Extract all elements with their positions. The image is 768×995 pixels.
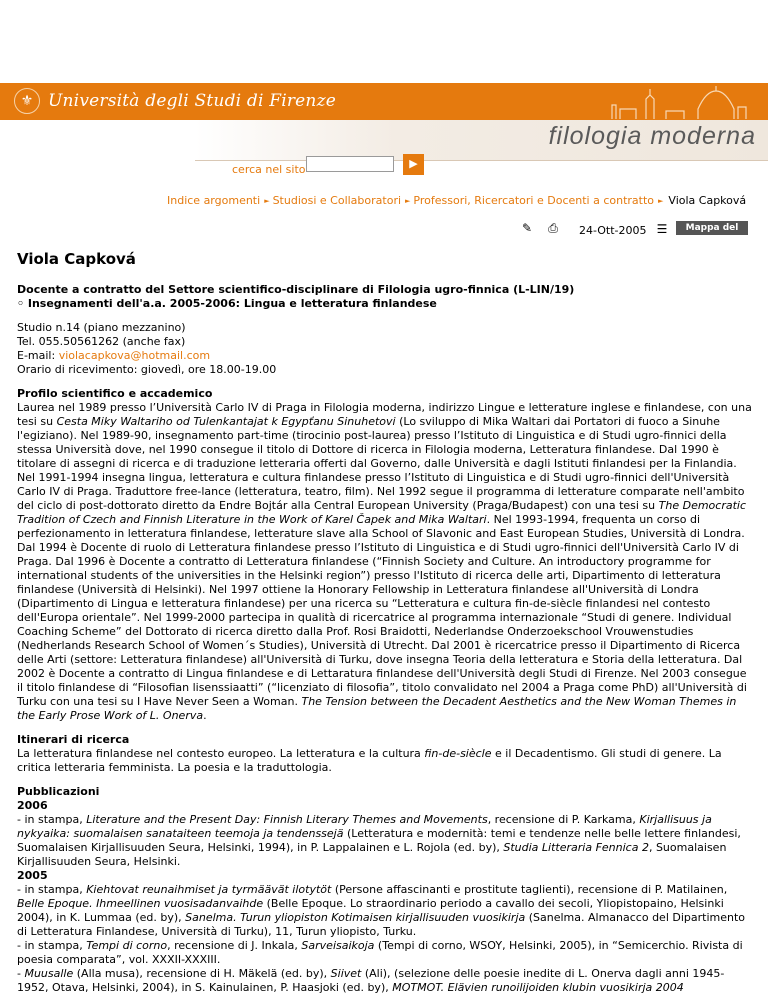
- office-hours: Orario di ricevimento: giovedì, ore 18.00-19.00: [17, 363, 277, 376]
- breadcrumb: [167, 194, 746, 207]
- top-whitespace: [0, 0, 768, 83]
- publications-section: [17, 785, 755, 995]
- site-header: [0, 120, 768, 182]
- breadcrumb-item-studiosi[interactable]: Studiosi e Collaboratori: [272, 194, 402, 207]
- chevron-right-icon: ►: [405, 197, 411, 205]
- university-banner: [0, 83, 768, 120]
- page-title: Viola Capková: [17, 250, 136, 268]
- page-toolbar: [0, 221, 768, 247]
- publication-entry: - in stampa, Literature and the Present Day: Finnish Literary Themes and Movements, recensione di P. Karkama, Kirjallisuus ja nykyaika: suomalaisen sanataiteen teemoja ja tendenssejä (Letteratura e modernità: temi e tendenze nelle belle lettere finlandesi, Suomalaisen Kirjallisuuden Seura, Helsinki, 1994), in P. Lappalainen e L. Rojola (ed. by), Studia Litteraria Fennica 2, Suomalaisen Kirjallisuuden Seura, Helsinki.: [17, 813, 741, 868]
- breadcrumb-current: Viola Capková: [668, 194, 747, 207]
- phone: Tel. 055.50561262 (anche fax): [17, 335, 186, 348]
- site-title[interactable]: filologia moderna: [548, 122, 756, 150]
- sitemap-button[interactable]: Mappa del sito: [676, 221, 748, 235]
- florence-skyline-icon: [606, 85, 756, 120]
- contact-block: [17, 321, 755, 377]
- chevron-right-icon: ►: [658, 197, 664, 205]
- search-label: cerca nel sito: [232, 163, 306, 176]
- publication-year: 2005: [17, 869, 48, 882]
- main-content: [17, 283, 755, 995]
- search-input[interactable]: [306, 156, 394, 172]
- profile-text: Laurea nel 1989 presso l’Università Carlo IV di Praga in Filologia moderna, indirizzo Lingue e letterature inglese e finlandese, con una tesi su Cesta Miky Waltariho od Tulenkantajat k Egypťanu Sinuhetovi (Lo sviluppo di Mika Waltari dai Portatori di fuoco a Sinuhe l'egiziano). Nel 1989-90, insegnamento part-time (tirocinio post-laurea) presso l’Istituto di Linguistica e di Studi ugro-finnici della stessa Università dove, nel 1990 consegue il titolo di Dottore di ricerca in Filologia moderna, Letteratura finlandese. Dal 1990 è titolare di assegni di ricerca e di traduzione letteraria offerti dal Governo, dalle Università e dagli Istituti finlandesi per la Finlandia. Nel 1991-1994 insegna lingua, letteratura e cultura finlandese presso l’Istituto di Linguistica e di Studi ugro-finnici dell'Università Carlo IV di Praga. Traduttore free-lance (letteratura, teatro, film). Nel 1992 segue il programma di letterature comparate nell'ambito del ciclo di post-dottorato diretto da Endre Bojtár alla Central European University (Praga/Budapest) con una tesi su The Democratic Tradition of Czech and Finnish Literature in the Work of Karel Čapek and Mika Waltari. Nel 1993-1994, frequenta un corso di perfezionamento in letteratura finlandese, letterature slave alla School of Slavonic and East European Studies, Università di Londra. Dal 1994 è Docente di ruolo di Letteratura finlandese presso l’Istituto di Linguistica e di Studi ugro-finnici dell'Università Carlo IV di Praga. Dal 1996 è Docente a contratto di Letteratura finlandese (“Finnish Society and Culture. An introductory programme for international students of the universities in the Helsinki region”) presso l'Istituto di ricerca delle arti, Dipartimento di letteratura finlandese (Università di Helsinki). Nel 1997 ottiene la Honorary Fellowship in Letteratura finlandese all'Università di Londra (Dipartimento di Lingua e letteratura finlandese) per una ricerca su “Letteratura e cultura fin-de-siècle finlandesi nel contesto dell'Europa orientale”. Nel 1999-2000 partecipa in qualità di ricercatrice al programma internazionale “Studi di genere. Individual Coaching Scheme” del Dottorato di ricerca diretto dalla Prof. Rosi Braidotti, Nederlandse Onderzoekschool Vrouwenstudies (Nedherlands Research School of Women´s Studies), Università di Utrecht. Dal 2001 è ricercatrice presso il Dipartimento di Ricerca delle Arti (settore: Letteratura finlandese) all'Università di Turku, dove insegna Teoria della letteratura e Storia della letteratura. Dal 2002 è Docente a contratto di Lingua finlandese e di Lettaratura finlandese dell'Università degli Studi di Firenze. Nel 2003 consegue il titolo finlandese di “Filosofian lisenssiaatti” (“licenziato di filosofia”, titolo convalidato nel 2004 a Praga come PhD) all'Università di Turku con una tesi su I Have Never Seen a Woman. The Tension between the Decadent Aesthetics and the New Woman Themes in the Early Prose Work of L. Onerva.: [17, 401, 752, 722]
- breadcrumb-item-professori[interactable]: Professori, Ricercatori e Docenti a contratto: [413, 194, 655, 207]
- email-label: E-mail:: [17, 349, 59, 362]
- edit-icon[interactable]: ✎: [521, 221, 533, 235]
- research-heading: Itinerari di ricerca: [17, 733, 130, 746]
- breadcrumb-item-indice[interactable]: Indice argomenti: [167, 194, 261, 207]
- publication-year: 2006: [17, 799, 48, 812]
- publication-entry: - Muusalle (Alla musa), recensione di H. Mäkelä (ed. by), Siivet (Ali), (selezione delle poesie inedite di L. Onerva dagli anni 1945-1952, Otava, Helsinki, 2004), in S. Kainulainen, P. Haasjoki (ed. by), MOTMOT. Elävien runoilijoiden klubin vuosikirja 2004: [17, 967, 725, 994]
- publications-heading: Pubblicazioni: [17, 785, 100, 798]
- office-room: Studio n.14 (piano mezzanino): [17, 321, 186, 334]
- sitemap-icon[interactable]: ☰: [656, 222, 668, 236]
- email-link[interactable]: violacapkova@hotmail.com: [58, 349, 211, 362]
- publication-entry: - in stampa, Kiehtovat reunaihmiset ja tyrmäävät ilotytöt (Persone affascinanti e prostitute taglienti), recensione di P. Matilainen, Belle Epoque. Ihmeellinen vuosisadanvaihde (Belle Epoque. Lo straordinario periodo a cavallo dei secoli, Yliopistopaino, Helsinki 2004), in K. Lummaa (ed. by), Sanelma. Turun yliopiston Kotimaisen kirjallisuuden vuosikirja (Sanelma. Almanacco del Dipartimento di Letteratura Finlandese, Università di Turku), 11, Turun yliopisto, Turku.: [17, 883, 746, 938]
- university-seal-icon: ⚜: [14, 88, 40, 114]
- courses-line[interactable]: ◦ Insegnamenti dell'a.a. 2005-2006: Lingua e letteratura finlandese: [17, 297, 437, 310]
- university-name[interactable]: Università degli Studi di Firenze: [48, 91, 336, 111]
- page-date: 24-Ott-2005: [579, 224, 647, 237]
- header-divider: [195, 160, 768, 161]
- research-text: La letteratura finlandese nel contesto europeo. La letteratura e la cultura fin-de-siècle e il Decadentismo. Gli studi di genere. La critica letteraria femminista. La poesia e la traduttologia.: [17, 747, 722, 774]
- chevron-right-icon: ►: [264, 197, 270, 205]
- role-line: Docente a contratto del Settore scientifico-disciplinare di Filologia ugro-finnica (L-LIN/19): [17, 283, 575, 296]
- profile-heading: Profilo scientifico e accademico: [17, 387, 213, 400]
- print-icon[interactable]: ⎙: [548, 221, 558, 235]
- search-go-button[interactable]: ▶: [403, 154, 424, 175]
- publication-entry: - in stampa, Tempi di corno, recensione di J. Inkala, Sarveisaikoja (Tempi di corno, WSOY, Helsinki, 2005), in “Semicerchio. Rivista di poesia comparata”, vol. XXXII-XXXIII.: [17, 939, 743, 966]
